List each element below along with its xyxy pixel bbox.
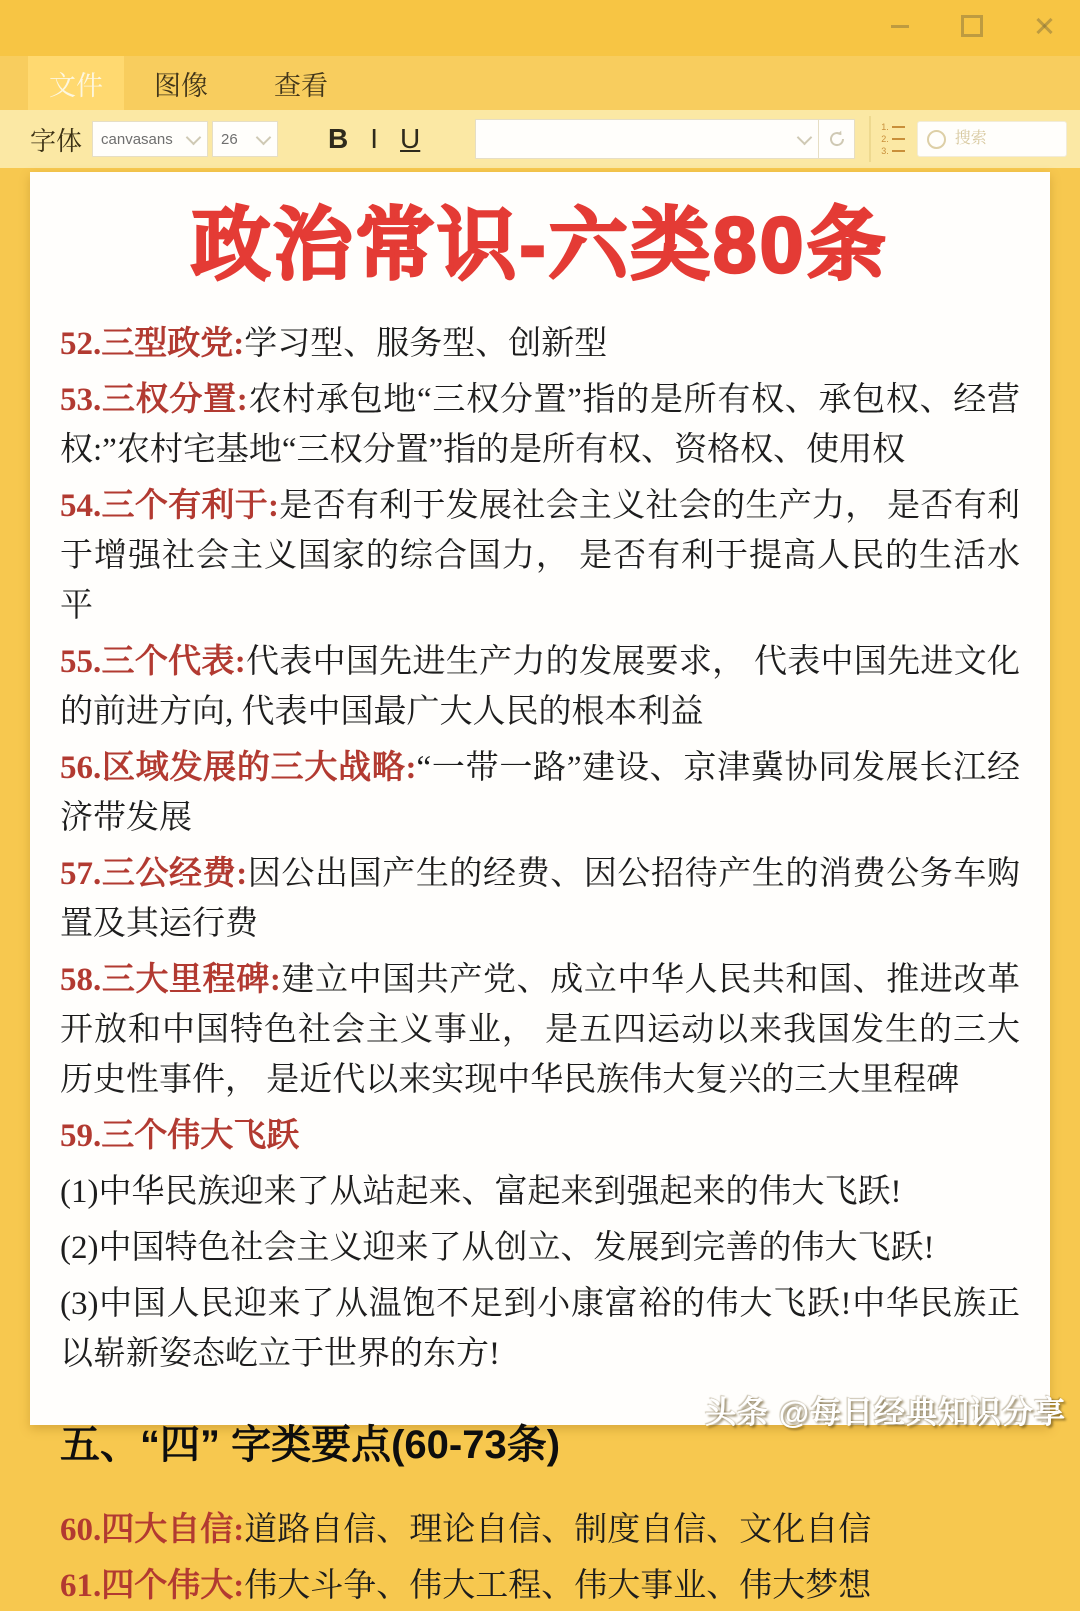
minimize-icon	[891, 25, 909, 28]
item-label: 53.三权分置:	[60, 381, 248, 418]
list-dash	[892, 138, 905, 140]
list-number: 1.	[881, 121, 889, 132]
bold-button[interactable]: B	[328, 123, 349, 154]
document-paragraph	[60, 743, 1020, 843]
document-paragraph	[60, 1223, 1020, 1273]
document-paragraph	[60, 1167, 1020, 1217]
menu-tab-image[interactable]: 图像	[154, 70, 208, 101]
item-label: 55.三个代表:	[60, 643, 246, 680]
menubar	[0, 56, 1080, 110]
search-input[interactable]	[953, 129, 1057, 149]
document-paragraph	[60, 849, 1020, 949]
item-text: 因公出国产生的经费、因公招待产生的消费公务车购置及其运行费	[60, 855, 1020, 942]
close-button[interactable]	[1030, 12, 1058, 40]
search-icon	[927, 130, 946, 149]
maximize-button[interactable]	[958, 12, 986, 40]
numbered-list-icon[interactable]	[881, 123, 905, 156]
item-text: 农村承包地“三权分置”指的是所有权、承包权、经营权:”农村宅基地“三权分置”指的是所有权、资格权、使用权	[60, 381, 1021, 468]
item-text: “一带一路”建设、京津冀协同发展长江经济带发展	[60, 749, 1020, 836]
menu-tab-view[interactable]: 查看	[274, 70, 328, 101]
document-paragraph	[60, 1505, 1020, 1555]
font-family-select[interactable]	[92, 121, 208, 157]
item-text: (1)中华民族迎来了从站起来、富起来到强起来的伟大飞跃!	[60, 1173, 902, 1210]
toolbar-divider	[869, 116, 871, 162]
italic-button[interactable]: I	[370, 123, 379, 154]
style-dropdown[interactable]	[475, 119, 819, 159]
minimize-button[interactable]	[886, 12, 914, 40]
refresh-icon	[827, 129, 847, 149]
watermark: 头条 @每日经典知识分享	[705, 1395, 1066, 1430]
list-dash	[892, 150, 905, 152]
chevron-down-icon	[256, 129, 272, 145]
item-label: 59.三个伟大飞跃	[60, 1117, 300, 1154]
item-label: 58.三大里程碑:	[60, 961, 281, 998]
chevron-down-icon	[186, 129, 202, 145]
item-text: 伟大斗争、伟大工程、伟大事业、伟大梦想	[244, 1567, 872, 1604]
item-text: 道路自信、理论自信、制度自信、文化自信	[244, 1511, 872, 1548]
document-paragraph	[60, 955, 1020, 1105]
document-paragraph	[60, 319, 1020, 369]
item-label: 52.三型政党:	[60, 325, 245, 362]
item-text: 学习型、服务型、创新型	[244, 325, 608, 362]
chevron-down-icon	[797, 129, 813, 145]
item-text: 建立中国共产党、成立中华人民共和国、推进改革开放和中国特色社会主义事业， 是五四运动以来我国发生的三大历史性事件， 是近代以来实现中华民族伟大复兴的三大里程碑	[60, 961, 1021, 1098]
item-text: 五、“四” 字类要点(60-73条)	[60, 1422, 561, 1467]
document-paragraph	[60, 481, 1020, 631]
maximize-icon	[961, 15, 983, 37]
item-text: 是否有利于发展社会主义社会的生产力， 是否有利于增强社会主义国家的综合国力， 是否有利于提高人民的生活水平	[60, 487, 1020, 624]
list-dash	[892, 126, 905, 128]
close-icon	[1035, 17, 1053, 35]
window-controls	[886, 12, 1058, 40]
document-canvas	[0, 168, 1080, 1604]
item-label: 57.三公经费:	[60, 855, 248, 892]
item-label: 56.区域发展的三大战略:	[60, 749, 417, 786]
document-paragraph	[60, 375, 1020, 475]
document-paragraph	[60, 637, 1020, 737]
document-title: 政治常识-六类80条	[191, 200, 889, 289]
toolbar	[0, 110, 1080, 168]
font-size-value: 26	[221, 130, 238, 148]
underline-button[interactable]: U	[400, 123, 421, 154]
document-paragraph	[60, 1561, 1020, 1611]
window-titlebar	[0, 0, 1080, 56]
document-paragraph	[60, 1279, 1020, 1379]
font-label: 字体	[30, 125, 83, 156]
list-number: 3.	[881, 145, 889, 156]
item-label: 60.四大自信:	[60, 1511, 245, 1548]
menu-tab-file[interactable]: 文件	[28, 56, 124, 110]
search-box[interactable]	[917, 121, 1067, 157]
document-paragraph	[60, 1111, 1020, 1161]
document-page	[30, 172, 1050, 1604]
item-label: 61.四个伟大:	[60, 1567, 245, 1604]
item-text: (3)中国人民迎来了从温饱不足到小康富裕的伟大飞跃!中华民族正以崭新姿态屹立于世界的东方!	[60, 1285, 1020, 1372]
format-buttons	[328, 123, 420, 155]
font-family-value: canvasans	[101, 130, 173, 148]
font-size-select[interactable]	[212, 121, 278, 157]
item-label: 54.三个有利于:	[60, 487, 279, 524]
refresh-button[interactable]	[819, 119, 855, 159]
list-number: 2.	[881, 133, 889, 144]
item-text: 代表中国先进生产力的发展要求， 代表中国先进文化的前进方向, 代表中国最广大人民的根本利益	[60, 643, 1021, 730]
item-text: (2)中国特色社会主义迎来了从创立、发展到完善的伟大飞跃!	[60, 1229, 935, 1266]
